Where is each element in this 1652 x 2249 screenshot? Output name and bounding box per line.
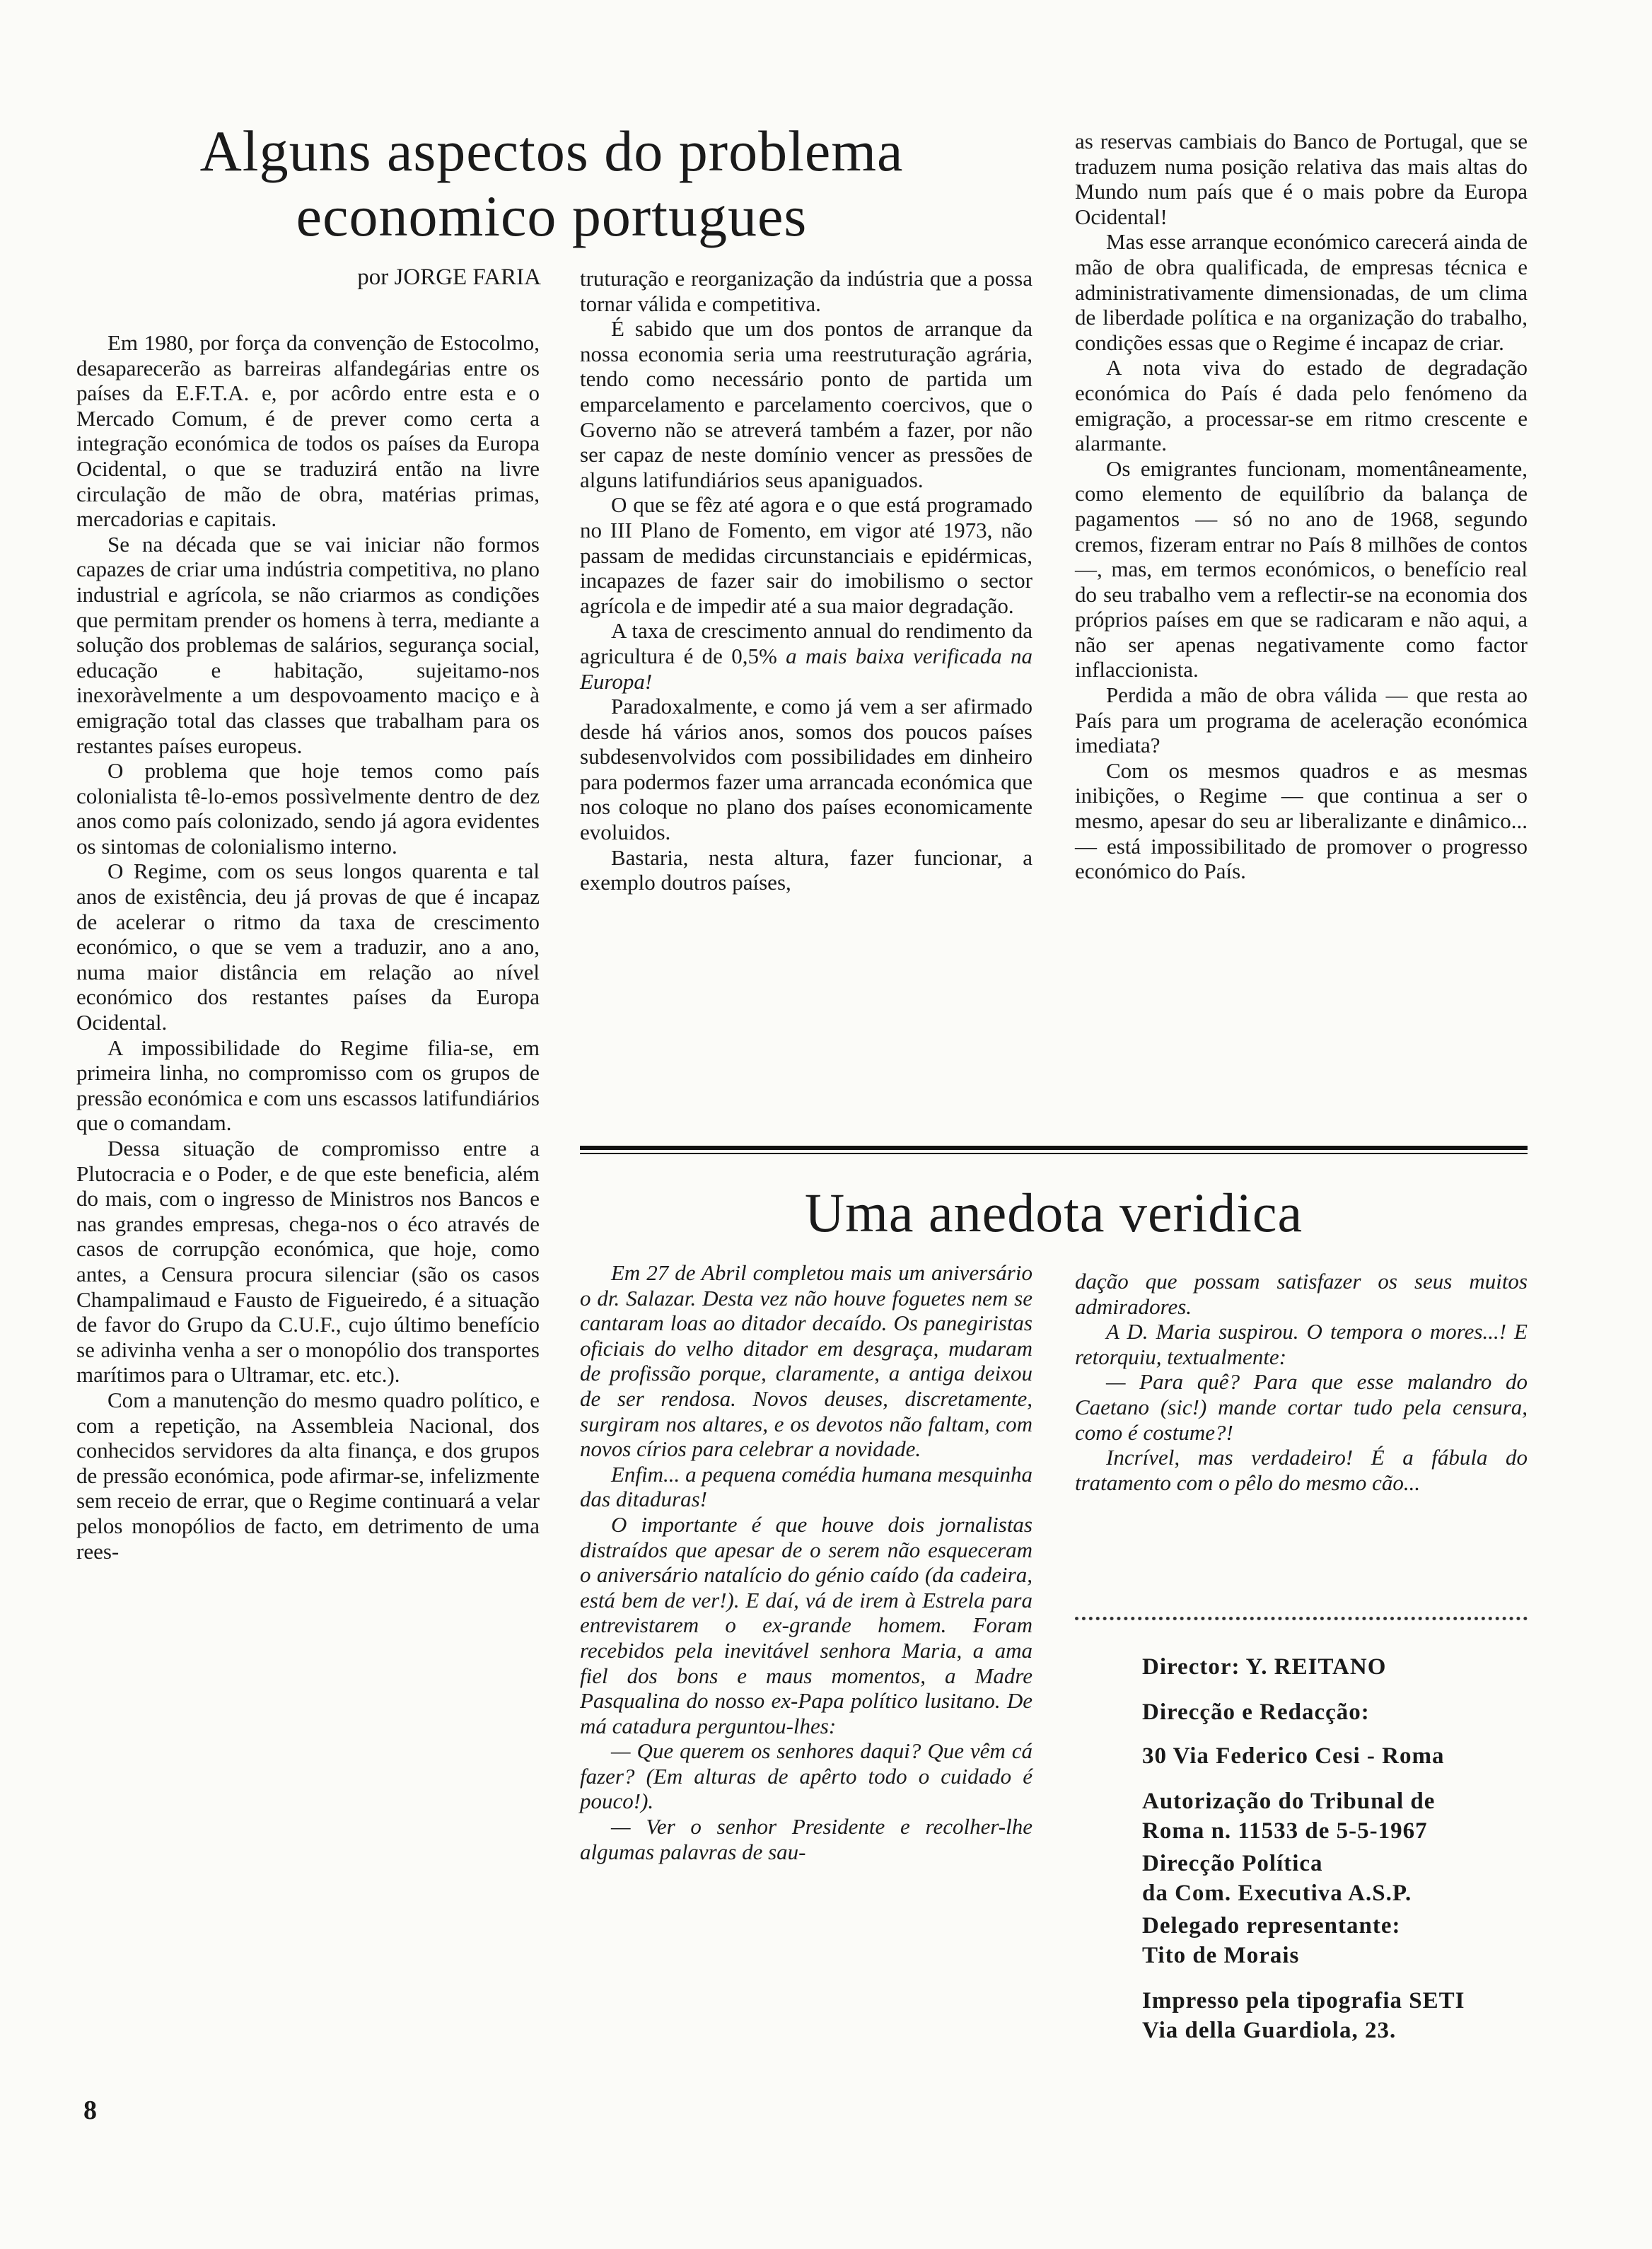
masthead-political-2: da Com. Executiva A.S.P.: [1142, 1881, 1412, 1906]
article-2-column-1: [580, 1260, 1032, 1864]
masthead: [1142, 1652, 1538, 2061]
masthead-divider: [1075, 1617, 1528, 1620]
paragraph: O importante é que houve dois jornalistas distraídos que apesar de o serem não esqueceram o aniversário natalício do génio caído (da cadeira, está bem de ver!). E daí, vá de irem à Estrela para entrevistarem o ex-grande homem. Foram recebidos pela inevitável senhora Maria, a ama fiel dos bons e maus momentos, a Madre Pasqualina do nosso ex-Papa político lusitano. De má catadura perguntou-lhes:: [580, 1511, 1032, 1738]
paragraph: [580, 618, 1032, 694]
paragraph: Se na década que se vai iniciar não formos capazes de criar uma indústria competitiva, no plano industrial e agrícola, se não criarmos as condições que permitam prender os homens à terra, mediante a solução dos problemas de salários, segurança social, educação e habitação, sujeitamo-nos inexoràvelmente a um despovoamento maciço e à emigração total das classes que trabalham para os restantes países europeus.: [76, 531, 540, 758]
article-title-line-2: economico portugues: [296, 184, 808, 248]
masthead-printer-2: Via della Guardiola, 23.: [1142, 2018, 1397, 2043]
article-title: [177, 119, 926, 249]
paragraph: Perdida a mão de obra válida — que resta ao País para um programa de aceleração económica imediata?: [1075, 682, 1528, 758]
article-column-2: [580, 266, 1032, 895]
section-divider: [580, 1146, 1528, 1150]
masthead-address: 30 Via Federico Cesi - Roma: [1142, 1743, 1445, 1769]
masthead-authorization-1: Autorização do Tribunal de: [1142, 1789, 1436, 1814]
paragraph: A D. Maria suspirou. O tempora o mores...! E retorquiu, textualmente:: [1075, 1319, 1528, 1369]
paragraph: Com os mesmos quadros e as mesmas inibições, o Regime — que continua a ser o mesmo, apesar do seu ar liberalizante e dinâmico... — está impossibilitado de promover o progresso económico do País.: [1075, 757, 1528, 884]
paragraph: Os emigrantes funcionam, momentâneamente, como elemento de equilíbrio da balança de pagamentos — só no ano de 1968, segundo cremos, fizeram entrar no País 8 milhões de contos —, mas, em termos económicos, o benefício real do seu trabalho vem a reflectir-se na economia dos próprios países em que se radicaram e não aqui, a não ser apenas negativamente como factor inflaccionista.: [1075, 455, 1528, 682]
paragraph: O que se fêz até agora e o que está programado no III Plano de Fomento, em vigor até 1973, não passam de medidas circunstanciais e epidérmicas, incapazes de fazer sair do imobilismo o sector agrícola e de impedir até a sua maior degradação.: [580, 492, 1032, 618]
paragraph: Bastaria, nesta altura, fazer funcionar, a exemplo doutros países,: [580, 844, 1032, 895]
paragraph: Mas esse arranque económico carecerá ainda de mão de obra qualificada, de empresas técnica e administrativamente dimensionadas, de um clima de liberdade política e na organização do trabalho, condições essas que o Regime é incapaz de criar.: [1075, 229, 1528, 355]
masthead-director: Director: Y. REITANO: [1142, 1654, 1387, 1680]
byline: por JORGE FARIA: [357, 265, 541, 290]
section-divider-thin: [580, 1153, 1528, 1154]
paragraph: O problema que hoje temos como país colonialista tê-lo-emos possìvelmente dentro de dez anos como país colonizado, sendo já agora evidentes os sintomas de colonialismo interno.: [76, 758, 540, 859]
paragraph: — Que querem os senhores daqui? Que vêm cá fazer? (Em alturas de apêrto todo o cuidado é pouco!).: [580, 1738, 1032, 1814]
paragraph: O Regime, com os seus longos quarenta e tal anos de existência, deu já provas de que é incapaz de acelerar o ritmo da taxa de crescimento económico, o que se vem a traduzir, ano a ano, numa maior distância em relação ao nível económico dos restantes países da Europa Ocidental.: [76, 859, 540, 1035]
masthead-authorization-2: Roma n. 11533 de 5-5-1967: [1142, 1818, 1428, 1844]
masthead-printer-1: Impresso pela tipografia SETI: [1142, 1988, 1465, 2013]
paragraph: as reservas cambiais do Banco de Portugal, que se traduzem numa posição relativa das mais altas do Mundo num país que é o mais pobre da Europa Ocidental!: [1075, 129, 1528, 229]
page-number: 8: [83, 2096, 97, 2125]
masthead-delegate: [1142, 1911, 1538, 1970]
paragraph: truturação e reorganização da indústria que a possa tornar válida e competitiva.: [580, 266, 1032, 316]
masthead-printer: [1142, 1986, 1538, 2045]
paragraph: É sabido que um dos pontos de arranque da nossa economia seria uma reestruturação agrária, tendo como necessário ponto de partida um emparcelamento e parcelamento coercivos, que o Governo não se atreverá também a fazer, por não ser capaz de neste domínio vencer as pressões de alguns latifundiários seus apaniguados.: [580, 316, 1032, 492]
paragraph: Incrível, mas verdadeiro! É a fábula do tratamento com o pêlo do mesmo cão...: [1075, 1445, 1528, 1495]
masthead-redaccao: [1142, 1697, 1538, 1771]
paragraph: — Para quê? Para que esse malandro do Caetano (sic!) mande cortar tudo pela censura, como é costume?!: [1075, 1369, 1528, 1445]
paragraph: dação que possam satisfazer os seus muitos admiradores.: [1075, 1269, 1528, 1319]
masthead-delegate-name: Tito de Morais: [1142, 1943, 1300, 1968]
article-title-line-1: Alguns aspectos do problema: [199, 119, 904, 183]
article-2-title: Uma anedota veridica: [804, 1182, 1303, 1243]
paragraph: A nota viva do estado de degradação económica do País é dada pelo fenómeno da emigração, a processar-se em ritmo crescente e alarmante.: [1075, 355, 1528, 456]
article-column-3: [1075, 129, 1528, 884]
paragraph: Dessa situação de compromisso entre a Plutocracia e o Poder, e de que este beneficia, além do mais, com o ingresso de Ministros nos Bancos e nas grandes empresas, chega-nos o éco através de casos de corrupção económica, que hoje, como antes, a Censura procura silenciar (são os casos Champalimaud e Fausto de Figueiredo, é a situação de favor do Grupo da C.U.F., cujo último benefício se adivinha venha a ser o monopólio dos transportes marítimos para o Ultramar, etc. etc.).: [76, 1136, 540, 1388]
article-2-column-2: [1075, 1269, 1528, 1495]
paragraph: — Ver o senhor Presidente e recolher-lhe algumas palavras de sau-: [580, 1814, 1032, 1864]
masthead-redaccao-label: Direcção e Redacção:: [1142, 1699, 1370, 1725]
paragraph: Enfim... a pequena comédia humana mesquinha das ditaduras!: [580, 1461, 1032, 1512]
tax-emphasis: a mais baixa verificada na Europa!: [580, 643, 1033, 694]
paragraph: Paradoxalmente, e como já vem a ser afirmado desde há vários anos, somos dos poucos países subdesenvolvidos com possibilidades em dinheiro para podermos fazer uma arrancada económica que nos coloque no plano dos países economicamente evoluidos.: [580, 694, 1032, 845]
masthead-political-direction: [1142, 1849, 1538, 1908]
article-column-1: [76, 330, 540, 1564]
paragraph: Com a manutenção do mesmo quadro político, e com a repetição, na Assembleia Nacional, dos conhecidos servidores da alta finança, e dos grupos de pressão económica, pode afirmar-se, infelizmente sem receio de errar, que o Regime continuará a velar pelos monopólios de facto, em detrimento de uma rees-: [76, 1387, 540, 1564]
masthead-delegate-label: Delegado representante:: [1142, 1913, 1401, 1939]
masthead-authorization: [1142, 1786, 1538, 1846]
paragraph: Em 1980, por força da convenção de Estocolmo, desaparecerão as barreiras alfandegárias entre os países da E.F.T.A. e, por acôrdo entre esta e o Mercado Comum, é de prever como certa a integração económica de todos os países da Europa Ocidental, o que se traduzirá então na livre circulação de mão de obra, matérias primas, mercadorias e capitais.: [76, 330, 540, 532]
tax-text: A taxa de crescimento annual do rendimento da agricultura é de 0,5%: [580, 618, 1032, 668]
paragraph: A impossibilidade do Regime filia-se, em primeira linha, no compromisso com os grupos de pressão económica e com uns escassos latifundiários que o comandam.: [76, 1035, 540, 1136]
masthead-political-1: Direcção Política: [1142, 1851, 1323, 1876]
paragraph: Em 27 de Abril completou mais um aniversário o dr. Salazar. Desta vez não houve foguetes nem se cantaram loas ao ditador decaído. Os panegiristas oficiais do velho ditador em desgraça, mudaram de profissão porque, claramente, a antiga deixou de ser rendosa. Novos deuses, discretamente, surgiram nos altares, e os devotos não faltam, com novos círios para celebrar a novidade.: [580, 1260, 1032, 1462]
